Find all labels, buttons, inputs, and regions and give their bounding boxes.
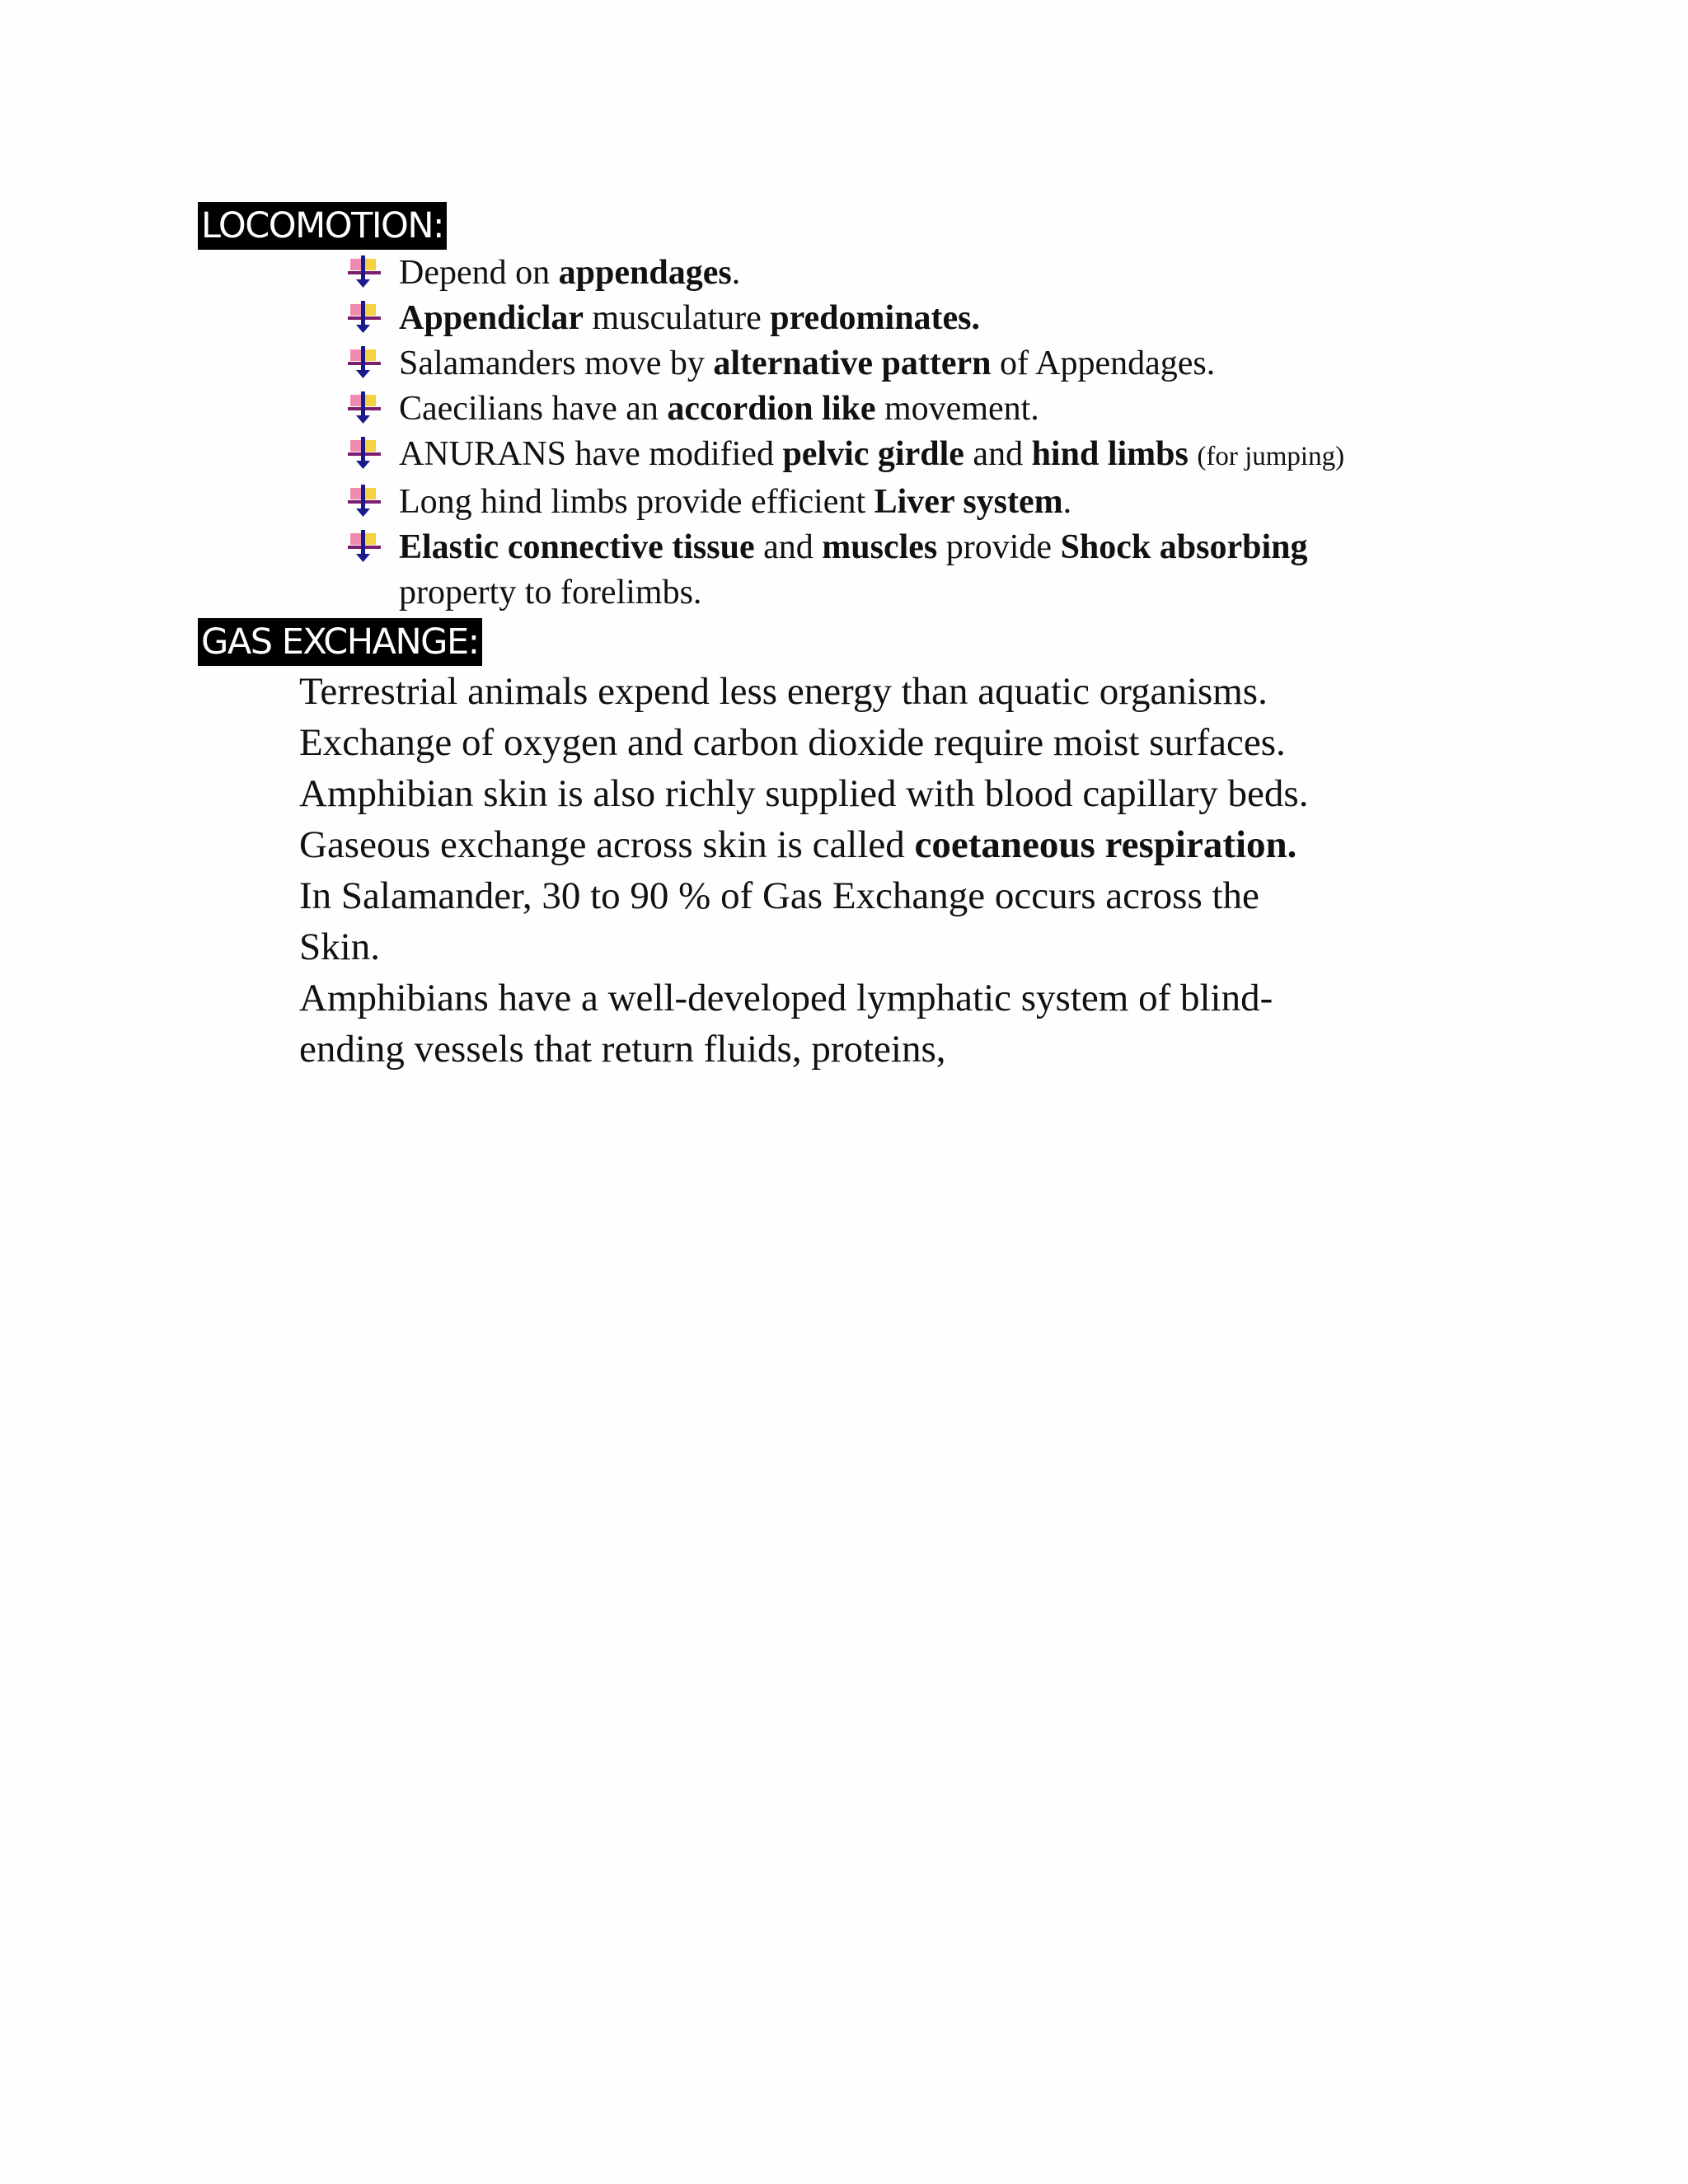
text-run: Caecilians have an [399,390,668,428]
bold-text: alternative pattern [713,344,992,382]
gas-exchange-line [299,819,1536,870]
text-run: Long hind limbs provide efficient [399,483,874,521]
text-run: . [731,254,741,292]
bold-text: Shock absorbing [1060,528,1308,566]
locomotion-list-item [346,480,1500,525]
text-run [1189,435,1198,473]
locomotion-list-item [346,251,1500,296]
locomotion-list-item [346,387,1500,432]
arrow-down-bullet-icon [346,301,382,334]
text-run: Exchange of oxygen and carbon dioxide require moist surfaces. [299,721,1286,764]
text-run: property to forelimbs. [399,574,702,612]
bold-text: Appendiclar [399,299,584,337]
arrow-down-bullet-icon [346,485,382,518]
bold-text: Elastic connective tissue [399,528,755,566]
text-run: musculature [584,299,771,337]
locomotion-heading: LOCOMOTION: [198,202,447,250]
gas-exchange-text [299,666,1536,1075]
gas-exchange-line [299,768,1536,819]
text-run: ending vessels that return fluids, proteins, [299,1028,946,1071]
locomotion-list-item [346,432,1500,480]
gas-exchange-line [299,921,1536,972]
gas-exchange-line [299,870,1536,921]
text-run: In Salamander, 30 to 90 % of Gas Exchange occurs across the [299,874,1259,917]
locomotion-list-item [346,525,1500,616]
gas-exchange-line [299,972,1536,1024]
bold-text: coetaneous respiration. [914,823,1297,866]
text-run: and [964,435,1032,473]
bold-text: predominates. [770,299,981,337]
bold-text: Liver system [874,483,1063,521]
locomotion-list-item [346,296,1500,341]
text-run: . [1062,483,1072,521]
text-run: provide [937,528,1061,566]
arrow-down-bullet-icon [346,530,382,563]
text-run: and [754,528,823,566]
text-run: Amphibians have a well-developed lymphatic system of blind- [299,977,1273,1019]
bold-text: muscles [822,528,938,566]
gas-exchange-line [299,717,1536,768]
text-run: ANURANS have modified [399,435,783,473]
bold-text: hind limbs [1031,435,1189,473]
arrow-down-bullet-icon [346,255,382,288]
arrow-down-bullet-icon [346,391,382,424]
arrow-down-bullet-icon [346,346,382,379]
text-run: Terrestrial animals expend less energy than aquatic organisms. [299,670,1268,713]
gas-exchange-heading: GAS EXCHANGE: [198,618,482,666]
gas-exchange-line [299,1024,1536,1075]
locomotion-bullet-list [346,251,1500,616]
gas-exchange-line [299,666,1536,717]
bold-text: pelvic girdle [782,435,964,473]
text-run: Salamanders move by [399,344,714,382]
text-run: (for jumping) [1197,442,1345,471]
text-run: Depend on [399,254,559,292]
text-run: Gaseous exchange across skin is called [299,823,915,866]
text-run: Skin. [299,926,380,968]
bold-text: appendages [558,254,732,292]
arrow-down-bullet-icon [346,437,382,470]
text-run: movement. [875,390,1039,428]
text-run: Amphibian skin is also richly supplied with blood capillary beds. [299,772,1309,815]
text-run: of Appendages. [991,344,1216,382]
locomotion-list-item [346,341,1500,387]
bold-text: accordion like [667,390,876,428]
